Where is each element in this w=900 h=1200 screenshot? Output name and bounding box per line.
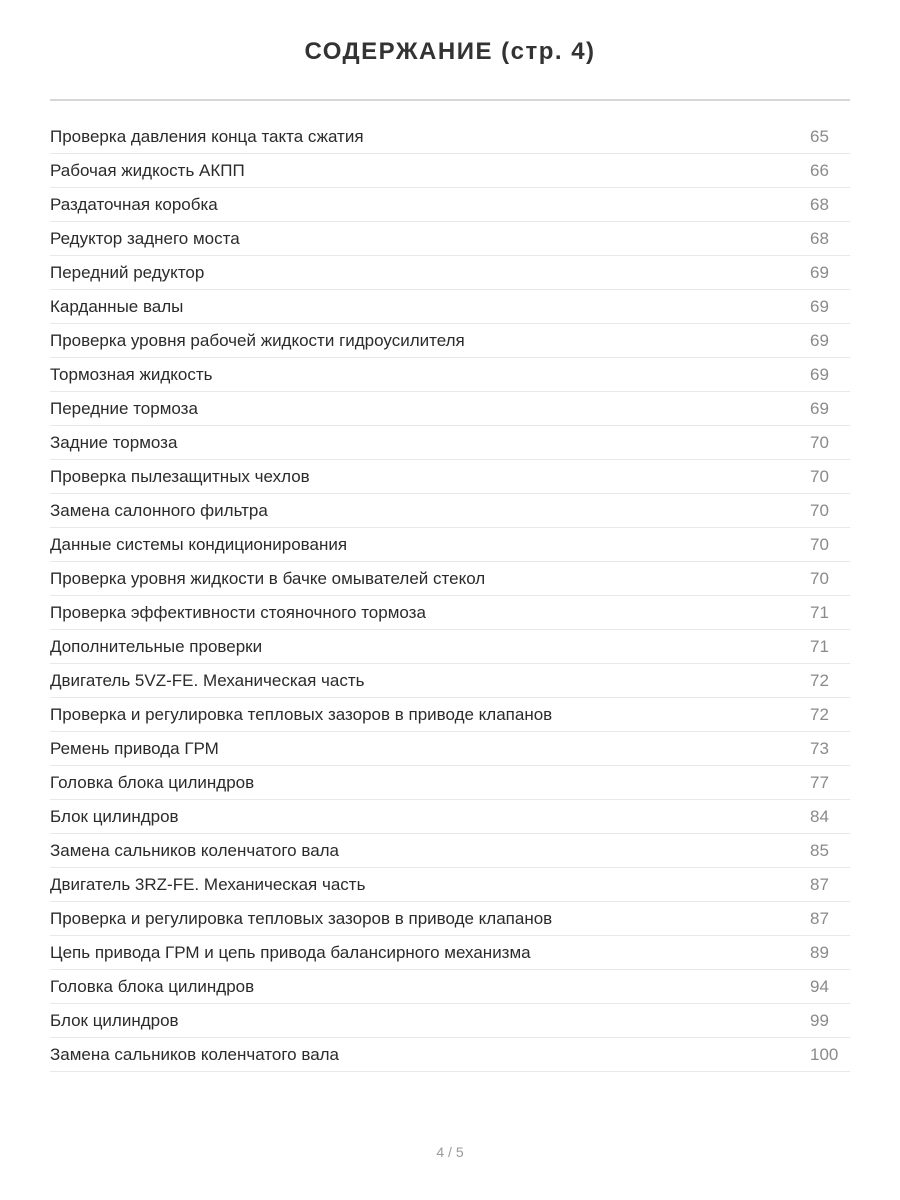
toc-entry-page: 89 [810, 942, 829, 962]
toc-entry[interactable] [50, 868, 850, 902]
toc-entry-page: 65 [810, 126, 829, 146]
toc-entry-title: Раздаточная коробка [50, 194, 218, 214]
toc-entry[interactable] [50, 936, 850, 970]
toc-entry-title: Тормозная жидкость [50, 364, 213, 384]
toc-entry[interactable] [50, 902, 850, 936]
toc-entry-title: Замена сальников коленчатого вала [50, 840, 340, 860]
toc-entry-title: Проверка эффективности стояночного тормоза [50, 602, 426, 622]
toc-entry-page: 70 [810, 466, 829, 486]
toc-entry-page: 70 [810, 500, 829, 520]
toc-entry-page: 84 [810, 806, 829, 826]
toc-entry-title: Рабочая жидкость АКПП [50, 160, 245, 180]
toc-entry-page: 70 [810, 432, 829, 452]
toc-entry-page: 69 [810, 262, 829, 282]
toc-entry[interactable] [50, 766, 850, 800]
toc-entry[interactable] [50, 1004, 850, 1038]
toc-entry[interactable] [50, 562, 850, 596]
toc-entry-page: 85 [810, 840, 829, 860]
toc-entry-page: 66 [810, 160, 829, 180]
toc-entry[interactable] [50, 426, 850, 460]
page-title: СОДЕРЖАНИЕ (стр. 4) [304, 38, 596, 65]
toc-entry-title: Дополнительные проверки [50, 636, 263, 656]
toc-entry-page: 69 [810, 364, 829, 384]
page-indicator: 4 / 5 [436, 1144, 464, 1160]
toc-entry[interactable] [50, 324, 850, 358]
toc-entry[interactable] [50, 154, 850, 188]
toc-entry[interactable] [50, 698, 850, 732]
toc-entry-page: 69 [810, 330, 829, 350]
toc-entry[interactable] [50, 630, 850, 664]
toc-entry-title: Головка блока цилиндров [50, 976, 255, 996]
toc-entry[interactable] [50, 834, 850, 868]
toc-entry-title: Проверка и регулировка тепловых зазоров в приводе клапанов [50, 704, 553, 724]
toc-entry-title: Замена сальников коленчатого вала [50, 1044, 340, 1064]
toc-entry[interactable] [50, 392, 850, 426]
toc-entry-page: 68 [810, 194, 829, 214]
toc-entry-title: Проверка уровня жидкости в бачке омывателей стекол [50, 568, 486, 588]
toc-entry-title: Проверка уровня рабочей жидкости гидроусилителя [50, 330, 465, 350]
toc-entry-title: Проверка и регулировка тепловых зазоров в приводе клапанов [50, 908, 553, 928]
toc-entry-title: Проверка давления конца такта сжатия [50, 126, 364, 146]
toc-entry-page: 94 [810, 976, 829, 996]
toc-entry-title: Двигатель 3RZ-FE. Механическая часть [50, 874, 366, 894]
toc-entry[interactable] [50, 970, 850, 1004]
toc-entry[interactable] [50, 120, 850, 154]
toc-entry[interactable] [50, 256, 850, 290]
toc-entry[interactable] [50, 290, 850, 324]
toc-entry-title: Блок цилиндров [50, 806, 179, 826]
toc-entry-title: Цепь привода ГРМ и цепь привода балансирного механизма [50, 942, 531, 962]
toc-entry[interactable] [50, 494, 850, 528]
title-divider [50, 99, 850, 101]
toc-entry-page: 99 [810, 1010, 829, 1030]
toc-entry-title: Карданные валы [50, 296, 184, 316]
toc-entry[interactable] [50, 664, 850, 698]
toc-entry-page: 87 [810, 908, 829, 928]
toc-entry-title: Головка блока цилиндров [50, 772, 255, 792]
toc-entry-title: Замена салонного фильтра [50, 500, 268, 520]
toc-entry-page: 69 [810, 296, 829, 316]
toc-entry[interactable] [50, 222, 850, 256]
toc-entry[interactable] [50, 596, 850, 630]
toc-entry[interactable] [50, 732, 850, 766]
toc-entry-page: 71 [810, 636, 829, 656]
toc-entry-title: Проверка пылезащитных чехлов [50, 466, 310, 486]
toc-entry-page: 69 [810, 398, 829, 418]
toc-entry-title: Задние тормоза [50, 432, 178, 452]
toc-entry-title: Данные системы кондиционирования [50, 534, 348, 554]
toc-entry-page: 100 [810, 1044, 839, 1064]
toc-entry[interactable] [50, 1038, 850, 1072]
toc-entry-page: 68 [810, 228, 829, 248]
toc-entry-title: Ремень привода ГРМ [50, 738, 219, 758]
toc-entry[interactable] [50, 528, 850, 562]
toc-entry-page: 87 [810, 874, 829, 894]
toc-entry-title: Блок цилиндров [50, 1010, 179, 1030]
toc-entry-title: Двигатель 5VZ-FE. Механическая часть [50, 670, 365, 690]
toc-entry[interactable] [50, 188, 850, 222]
toc-entry-page: 77 [810, 772, 829, 792]
toc-entry-title: Передний редуктор [50, 262, 205, 282]
toc-entry-page: 71 [810, 602, 829, 622]
toc-entry-title: Передние тормоза [50, 398, 198, 418]
toc-entry-page: 73 [810, 738, 829, 758]
toc-entry-page: 72 [810, 670, 829, 690]
toc-entry-page: 70 [810, 534, 829, 554]
table-of-contents [50, 120, 850, 1072]
toc-entry[interactable] [50, 460, 850, 494]
toc-entry-page: 70 [810, 568, 829, 588]
toc-entry[interactable] [50, 800, 850, 834]
toc-entry-title: Редуктор заднего моста [50, 228, 240, 248]
toc-entry[interactable] [50, 358, 850, 392]
toc-entry-page: 72 [810, 704, 829, 724]
